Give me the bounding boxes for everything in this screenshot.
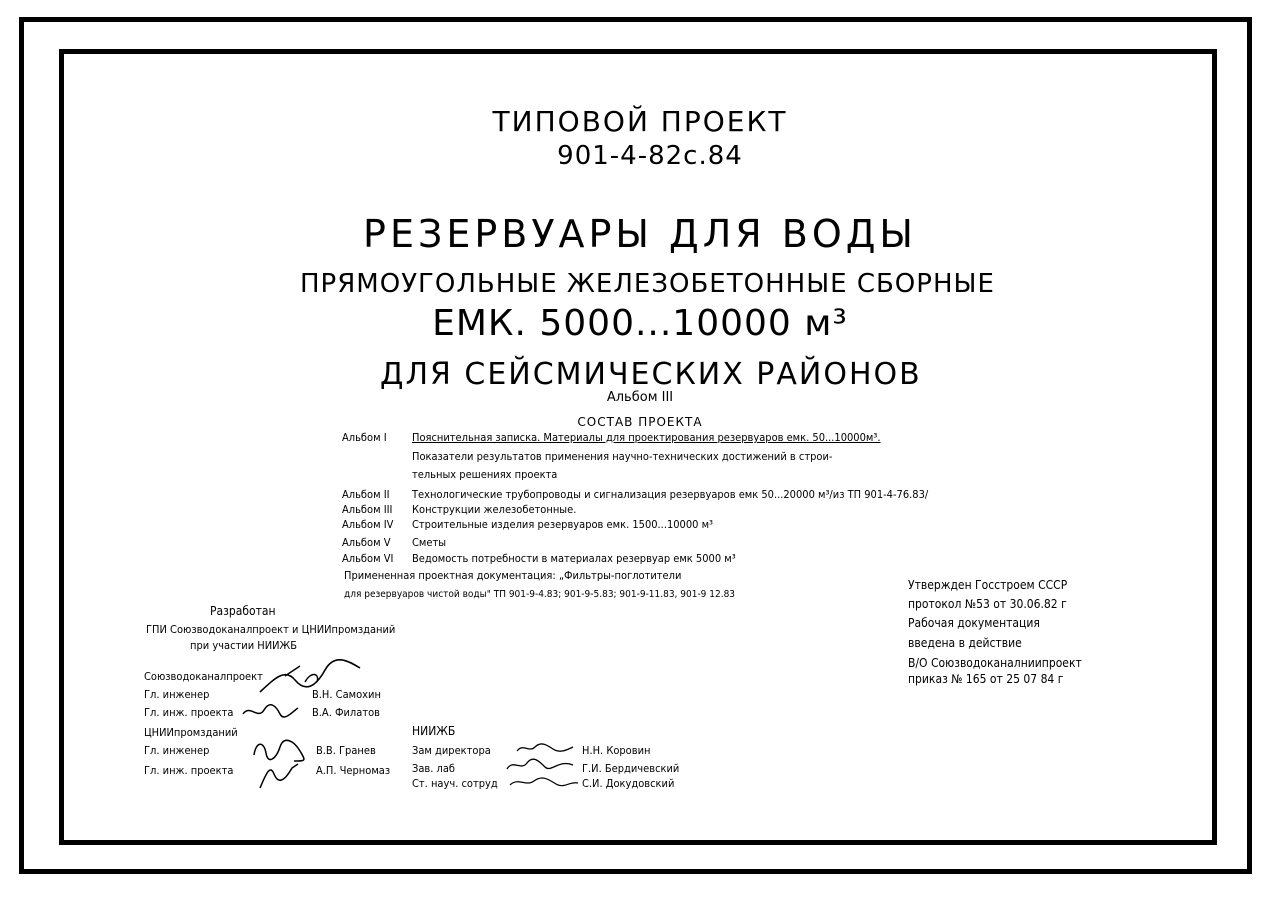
org3-role-2: Зав. лаб xyxy=(412,762,456,775)
org2-role-2: Гл. инж. проекта xyxy=(144,764,234,777)
approval-line1: Утвержден Госстроем СССР xyxy=(908,578,1068,592)
developed-line1: ГПИ Союзводоканалпроект и ЦНИИпромзданий xyxy=(146,623,396,636)
signature-dokudovsky xyxy=(508,775,580,789)
composition-heading: СОСТАВ ПРОЕКТА xyxy=(577,415,703,429)
approval-line4: введена в действие xyxy=(908,636,1022,650)
developed-heading: Разработан xyxy=(210,604,276,618)
org1-name-2: В.А. Филатов xyxy=(312,706,380,719)
org1-name: Союзводоканалпроект xyxy=(144,670,263,683)
album-number: Альбом III xyxy=(606,390,674,405)
signature-chernomaz xyxy=(256,760,302,790)
signature-samokhin xyxy=(255,658,365,698)
album-text-1c: тельных решениях проекта xyxy=(412,468,558,481)
developed-line2: при участии НИИЖБ xyxy=(190,639,297,652)
org3-role-3: Ст. науч. сотруд xyxy=(412,777,498,790)
album-text-4: Строительные изделия резервуаров емк. 1500...10000 м³ xyxy=(412,518,714,531)
album-text-1b: Показатели результатов применения научно-технических достижений в строи- xyxy=(412,450,833,463)
title-line1: РЕЗЕРВУАРЫ ДЛЯ ВОДЫ xyxy=(363,212,917,256)
org2-name-2: А.П. Черномаз xyxy=(316,764,391,777)
album-label-3: Альбом III xyxy=(342,503,393,516)
album-text-6: Ведомость потребности в материалах резервуар емк 5000 м³ xyxy=(412,552,736,565)
org3-name-1: Н.Н. Коровин xyxy=(582,744,651,757)
approval-line2: протокол №53 от 30.06.82 г xyxy=(908,597,1067,611)
org3-name-2: Г.И. Бердичевский xyxy=(582,762,680,775)
title-line4: ДЛЯ СЕЙСМИЧЕСКИХ РАЙОНОВ xyxy=(380,357,922,392)
signature-berdichevsky xyxy=(505,755,575,775)
approval-line5: В/О Союзводоканалниипроект xyxy=(908,656,1082,670)
applied-docs-2: для резервуаров чистой воды" ТП 901-9-4.83; 901-9-5.83; 901-9-11.83, 901-9 12.83 xyxy=(344,589,736,600)
title-line2: ПРЯМОУГОЛЬНЫЕ ЖЕЛЕЗОБЕТОННЫЕ СБОРНЫЕ xyxy=(300,269,995,299)
album-label-6: Альбом VI xyxy=(342,552,394,565)
signature-korovin xyxy=(515,741,575,755)
project-number: 901-4-82с.84 xyxy=(557,141,743,171)
org2-name-1: В.В. Гранев xyxy=(316,744,376,757)
album-text-1: Пояснительная записка. Материалы для проектирования резервуаров емк. 50...10000м³. xyxy=(412,431,881,444)
approval-line6: приказ № 165 от 25 07 84 г xyxy=(908,672,1064,686)
album-label-2: Альбом II xyxy=(342,488,390,501)
org1-role-2: Гл. инж. проекта xyxy=(144,706,234,719)
approval-line3: Рабочая документация xyxy=(908,616,1040,630)
org2-role-1: Гл. инженер xyxy=(144,744,210,757)
org1-role-1: Гл. инженер xyxy=(144,688,210,701)
album-text-2: Технологические трубопроводы и сигнализация резервуаров емк 50...20000 м³/из ТП 901-4-76.83/ xyxy=(412,488,929,501)
album-text-5: Сметы xyxy=(412,536,447,549)
project-type: ТИПОВОЙ ПРОЕКТ xyxy=(492,105,788,138)
title-capacity: ЕМК. 5000...10000 м³ xyxy=(432,303,848,344)
org1-name-1: В.Н. Самохин xyxy=(312,688,381,701)
org3-name-3: С.И. Докудовский xyxy=(582,777,675,790)
album-label-5: Альбом V xyxy=(342,536,391,549)
album-label-4: Альбом IV xyxy=(342,518,394,531)
applied-docs-1: Примененная проектная документация: „Фильтры-поглотители xyxy=(344,569,682,582)
org3-name: НИИЖБ xyxy=(412,724,456,738)
org3-role-1: Зам директора xyxy=(412,744,491,757)
signature-filatov xyxy=(240,700,300,722)
album-label-1: Альбом I xyxy=(342,431,387,444)
album-text-3: Конструкции железобетонные. xyxy=(412,503,577,516)
org2-name: ЦНИИпромзданий xyxy=(144,726,238,739)
